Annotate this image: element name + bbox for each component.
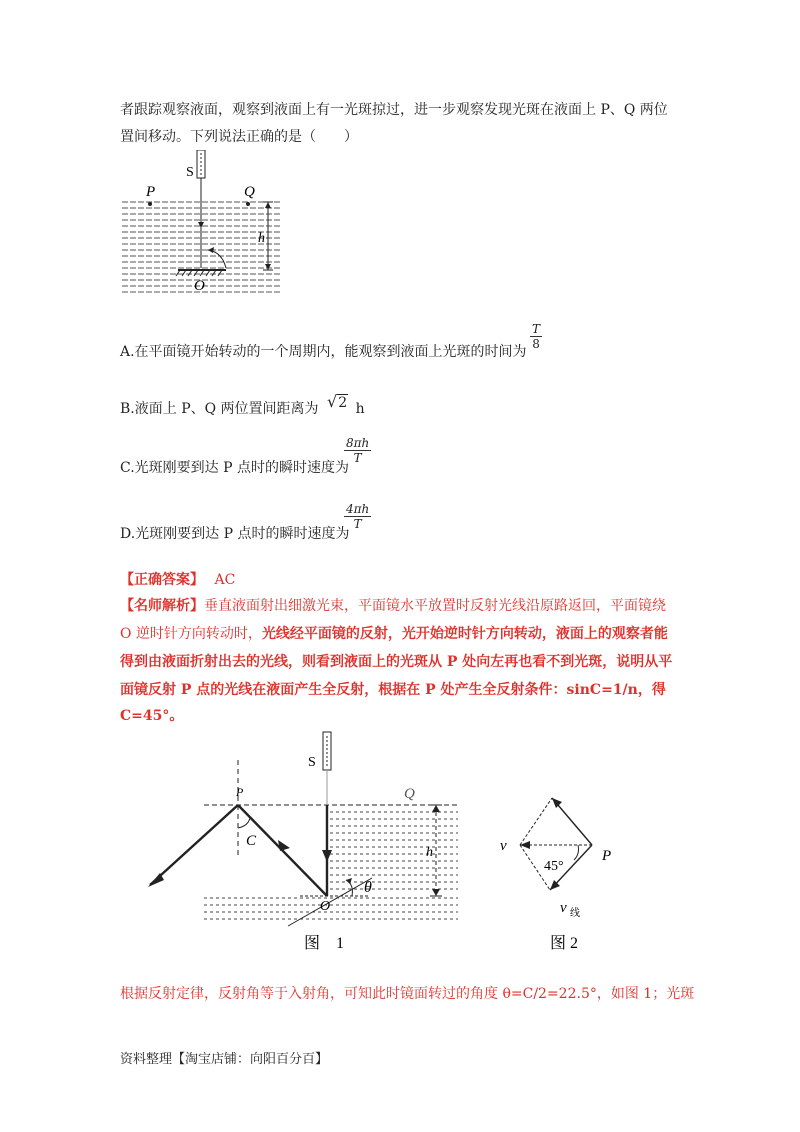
analysis-text-2b: 光线经平面镜的反射，光开始逆时针方向转动，液面上的观察者能 xyxy=(261,626,668,642)
sol-label-theta: θ xyxy=(364,879,372,896)
option-a-text: A.在平面镜开始转动的一个周期内，能观察到液面上光斑的时间为 xyxy=(120,344,527,360)
solution-water xyxy=(204,812,458,919)
answer-value: AC xyxy=(214,572,236,588)
option-b-text: B.液面上 P、Q 两位置间距离为 xyxy=(120,401,319,417)
fig2-label-vline-sub: 线 xyxy=(570,908,580,919)
label-Q: Q xyxy=(244,184,255,200)
analysis-text-2a: O 逆时针方向转动时， xyxy=(120,626,262,642)
label-O: O xyxy=(194,278,205,294)
fig2-label-P: P xyxy=(602,848,612,864)
sol-label-O: O xyxy=(320,899,331,914)
analysis-text-1: 垂直液面射出细激光束，平面镜水平放置时反射光线沿原路返回，平面镜绕 xyxy=(204,598,666,614)
label-P: P xyxy=(146,184,156,200)
analysis-line-4: 面镜反射 P 点的光线在液面产生全反射，根据在 P 处产生全反射条件：sinC=1/n，得 xyxy=(120,682,666,698)
option-a xyxy=(120,342,527,362)
option-a-den: 8 xyxy=(532,337,540,351)
sol-label-h: h xyxy=(426,845,433,860)
figure-2-caption: 图 2 xyxy=(550,935,579,952)
figure-1-caption: 图 1 xyxy=(304,935,345,952)
label-S: S xyxy=(186,165,194,180)
option-d-den: T xyxy=(353,517,362,531)
option-c-num: 8πh xyxy=(346,436,370,450)
angle-arc xyxy=(574,845,579,860)
analysis-label: 【名师解析】 xyxy=(120,598,204,614)
intro-line-1: 者跟踪观察液面，观察到液面上有一光斑掠过，进一步观察发现光斑在液面上 P、Q 两位 xyxy=(120,102,668,118)
label-h: h xyxy=(258,231,265,246)
option-c-den: T xyxy=(353,451,362,465)
analysis-line-3: 得到由液面折射出去的光线，则看到液面上的光斑从 P 处向左再也看不到光斑，说明从平 xyxy=(120,654,673,670)
reflected-ray xyxy=(238,805,327,896)
option-c-fraction xyxy=(344,436,371,465)
option-c-text: C.光斑刚要到达 P 点时的瞬时速度为 xyxy=(120,460,349,476)
option-b-radicand: 2 xyxy=(338,395,348,411)
total-reflection-ray xyxy=(150,805,238,885)
rotation-arrow-icon xyxy=(208,250,226,268)
option-b-suffix: h xyxy=(355,401,365,417)
answer xyxy=(120,570,235,590)
c-arc xyxy=(238,818,250,828)
option-c xyxy=(120,458,349,478)
solution-figure-2 xyxy=(490,780,640,960)
sol-label-Q: Q xyxy=(404,786,415,802)
option-d xyxy=(120,524,350,544)
option-a-num: T xyxy=(532,322,541,336)
problem-diagram xyxy=(118,150,288,300)
analysis-line-1 xyxy=(120,596,666,616)
option-d-num: 4πh xyxy=(346,502,370,516)
sol-label-C: C xyxy=(246,833,257,849)
fig2-label-v: v xyxy=(500,838,507,854)
analysis-line-5: C=45°。 xyxy=(120,708,184,724)
sol-label-P: P xyxy=(236,785,244,799)
option-d-fraction xyxy=(344,502,371,531)
fig2-label-vline: v xyxy=(560,900,567,916)
intro-line-2: 置间移动。下列说法正确的是（ ） xyxy=(120,129,358,145)
conclusion-line: 根据反射定律，反射角等于入射角，可知此时镜面转过的角度 θ=C/2=22.5°，如图 1；光斑 xyxy=(120,986,695,1002)
sol-label-S: S xyxy=(308,755,316,770)
analysis-line-2 xyxy=(120,624,668,644)
solution-figure-1 xyxy=(140,730,470,955)
footer: 资料整理【淘宝店铺：向阳百分百】 xyxy=(120,1052,329,1067)
option-b: B.液面上 P、Q 两位置间距离为 √2 h xyxy=(120,392,365,417)
answer-label: 【正确答案】 xyxy=(120,572,204,588)
option-a-fraction xyxy=(530,322,542,351)
option-d-text: D.光斑刚要到达 P 点时的瞬时速度为 xyxy=(120,526,350,542)
fig2-label-angle: 45° xyxy=(544,859,564,874)
